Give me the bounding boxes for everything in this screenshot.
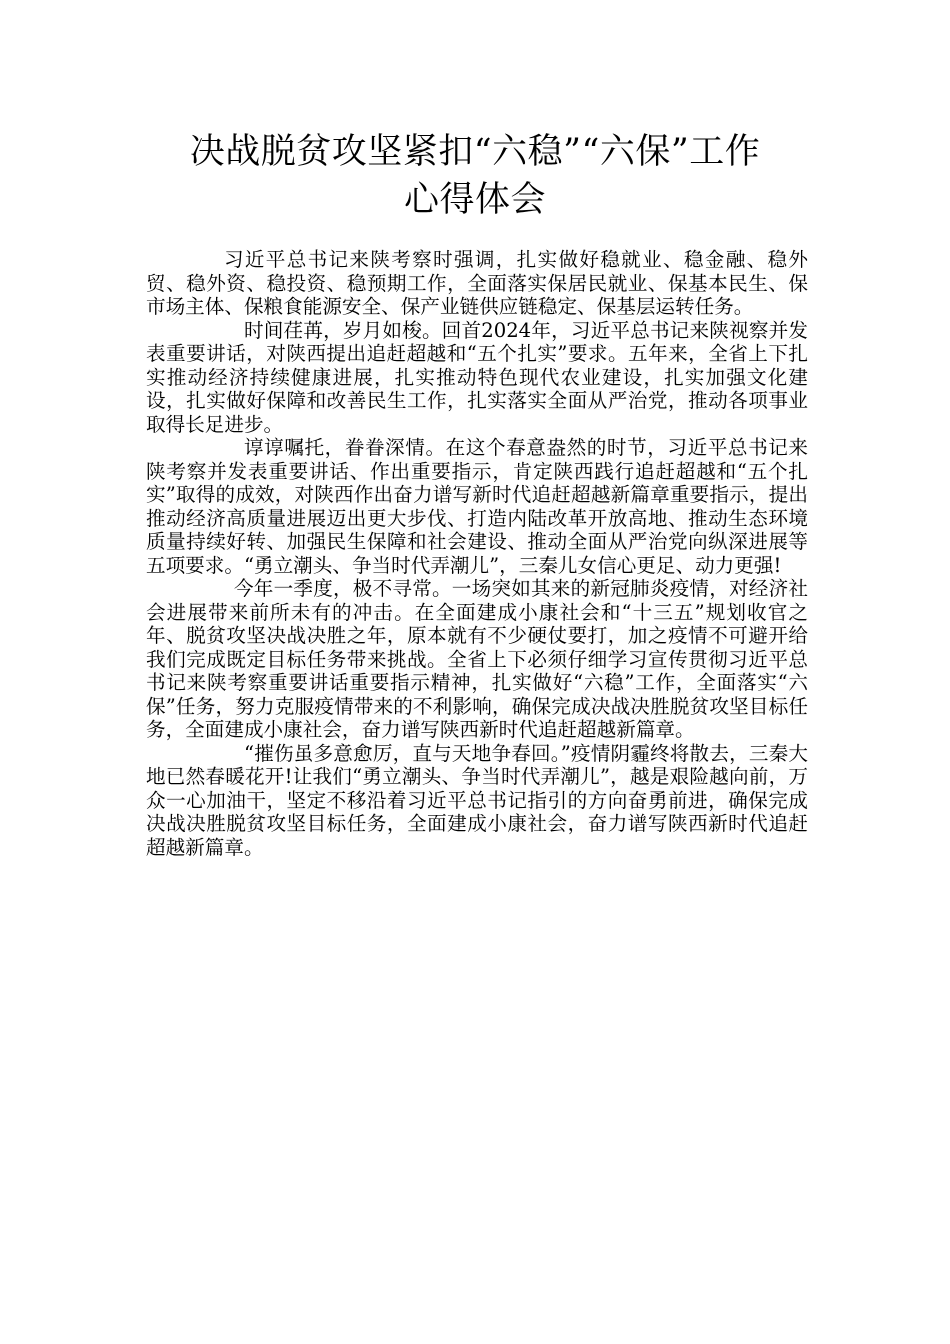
paragraph-4: 今年一季度，极不寻常。一场突如其来的新冠肺炎疫情，对经济社会进展带来前所未有的冲击。在全面建成小康社会和“十三五”规划收官之年、脱贫攻坚决战决胜之年，原本就有不少硬仗要打，加之疫情不可避开给我们完成既定目标任务带来挑战。全省上下必须仔细学习宣传贯彻习近平总书记来陕考察重要讲话重要指示精神，扎实做好“六稳”工作，全面落实“六保”任务，努力克服疫情带来的不利影响，确保完成决战决胜脱贫攻坚目标任务，全面建成小康社会，奋力谱写陕西新时代追赶超越新篇章。: [146, 577, 808, 741]
document-title: [140, 128, 810, 224]
document-title-line-1: 决战脱贫攻坚紧扣“六稳”“六保”工作: [189, 132, 761, 172]
document-body: [146, 248, 808, 859]
paragraph-2: 时间荏苒，岁月如梭。回首2024年，习近平总书记来陕视察并发表重要讲话，对陕西提出追赶超越和“五个扎实”要求。五年来，全省上下扎实推动经济持续健康进展，扎实推动特色现代农业建设，扎实加强文化建设，扎实做好保障和改善民生工作，扎实落实全面从严治党，推动各项事业取得长足进步。: [146, 318, 808, 436]
paragraph-1: 习近平总书记来陕考察时强调，扎实做好稳就业、稳金融、稳外贸、稳外资、稳投资、稳预期工作，全面落实保居民就业、保基本民生、保市场主体、保粮食能源安全、保产业链供应链稳定、保基层运转任务。: [146, 248, 808, 318]
paragraph-5: “摧伤虽多意愈厉，直与天地争春回。”疫情阴霾终将散去，三秦大地已然春暖花开!让我们“勇立潮头、争当时代弄潮儿”，越是艰险越向前，万众一心加油干，坚定不移沿着习近平总书记指引的方向奋勇前进，确保完成决战决胜脱贫攻坚目标任务，全面建成小康社会，奋力谱写陕西新时代追赶超越新篇章。: [146, 741, 808, 859]
document-title-line-2: 心得体会: [403, 180, 546, 220]
paragraph-3: 谆谆嘱托，眷眷深情。在这个春意盎然的时节，习近平总书记来陕考察并发表重要讲话、作出重要指示，肯定陕西践行追赶超越和“五个扎实”取得的成效，对陕西作出奋力谱写新时代追赶超越新篇章重要指示，提出推动经济高质量进展迈出更大步伐、打造内陆改革开放高地、推动生态环境质量持续好转、加强民生保障和社会建设、推动全面从严治党向纵深进展等五项要求。“勇立潮头、争当时代弄潮儿”，三秦儿女信心更足、动力更强!: [146, 436, 808, 577]
